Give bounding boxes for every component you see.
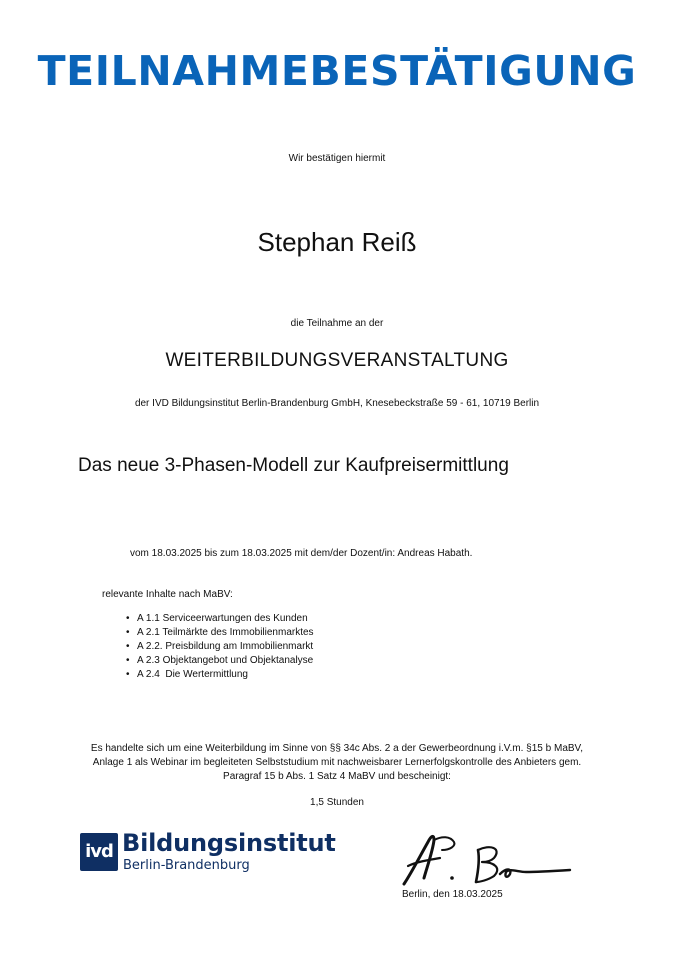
bullet-icon: • (126, 613, 130, 624)
list-item (126, 668, 314, 682)
bullet-icon: • (126, 669, 130, 680)
signature-image (398, 828, 578, 890)
contents-label: relevante Inhalte nach MaBV: (102, 589, 233, 600)
ivd-logo (80, 830, 340, 878)
list-item-text: A 2.2. Preisbildung am Immobilienmarkt (137, 641, 314, 652)
logo-box (80, 833, 118, 871)
list-item-text: A 1.1 Serviceerwartungen des Kunden (137, 613, 308, 624)
intro-text: Wir bestätigen hiermit (288, 153, 386, 164)
legal-line: Anlage 1 als Webinar im begleiteten Selbststudium mit nachweisbarer Lernerfolgskontrolle des Anbieters gem. (92, 757, 582, 768)
list-item (126, 626, 314, 640)
certificate-title: TEILNAHMEBESTÄTIGUNG (37, 47, 637, 95)
dates-text: vom 18.03.2025 bis zum 18.03.2025 mit dem/der Dozent/in: Andreas Habath. (130, 548, 473, 559)
logo-sub-text: Berlin-Brandenburg (123, 858, 250, 873)
list-item-text: A 2.1 Teilmärkte des Immobilienmarktes (137, 627, 314, 638)
bullet-icon: • (126, 627, 130, 638)
list-item (126, 654, 314, 668)
event-type: WEITERBILDUNGSVERANSTALTUNG (165, 350, 509, 371)
list-item (126, 640, 314, 654)
legal-line: Paragraf 15 b Abs. 1 Satz 4 MaBV und bescheinigt: (223, 771, 451, 782)
bullet-icon: • (126, 641, 130, 652)
logo-box-text: ivd (85, 841, 113, 862)
contents-list (126, 612, 314, 682)
hours-text: 1,5 Stunden (310, 797, 364, 808)
organizer-text: der IVD Bildungsinstitut Berlin-Brandenburg GmbH, Knesebeckstraße 59 - 61, 10719 Berlin (134, 398, 540, 409)
place-date: Berlin, den 18.03.2025 (402, 889, 503, 900)
participation-text: die Teilnahme an der (290, 318, 384, 329)
list-item-text: A 2.3 Objektangebot und Objektanalyse (137, 655, 314, 666)
legal-text (37, 742, 637, 784)
legal-line: Es handelte sich um eine Weiterbildung im Sinne von §§ 34c Abs. 2 a der Gewerbeordnung i.V.m. §15 b MaBV, (90, 743, 584, 754)
list-item-text: A 2.4 Die Wertermittlung (137, 669, 248, 680)
list-item (126, 612, 314, 626)
logo-main-text: Bildungsinstitut (122, 829, 336, 857)
course-title: Das neue 3-Phasen-Modell zur Kaufpreisermittlung (78, 455, 509, 476)
bullet-icon: • (126, 655, 130, 666)
participant-name: Stephan Reiß (257, 227, 417, 257)
